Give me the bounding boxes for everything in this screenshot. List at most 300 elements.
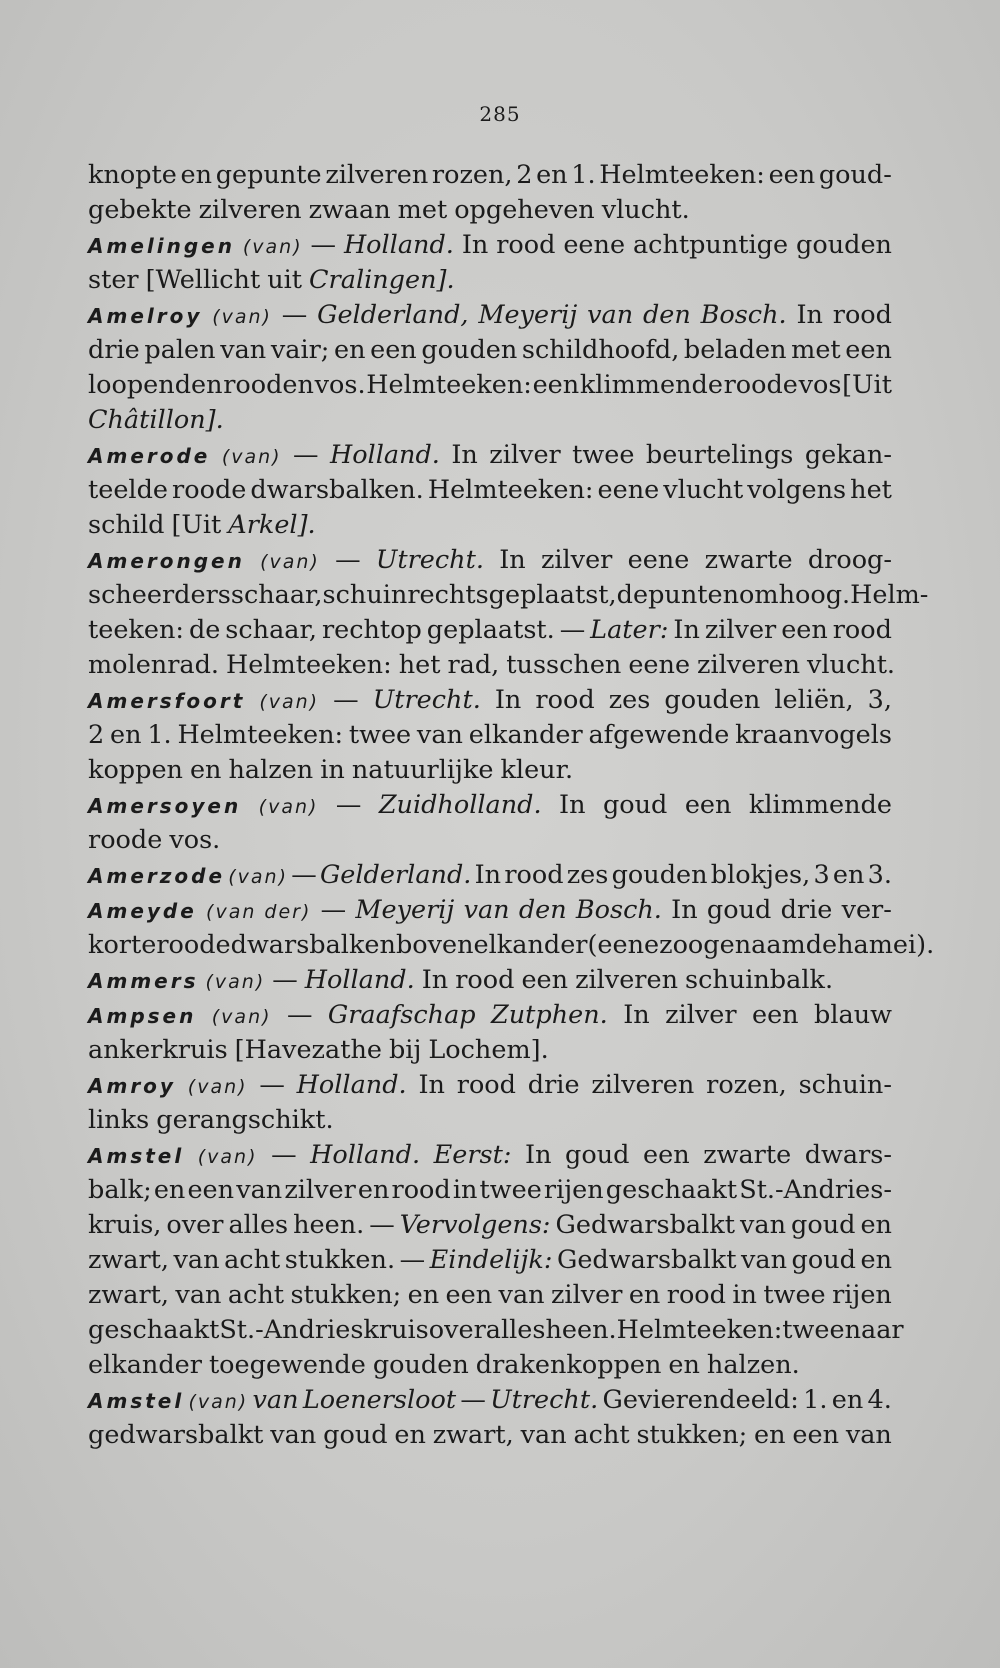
word: geplaatst, [488,580,617,610]
italic-word: den [518,895,567,925]
word: zilver [540,545,613,575]
word: dwarsbalken [230,930,396,960]
word: alles [485,1315,546,1345]
word: drakenkoppen [475,1350,662,1380]
word: dwars- [804,1140,892,1170]
word: rood [504,860,564,890]
word: in [732,1280,757,1310]
word: In [494,685,522,715]
word: — [271,1140,297,1170]
word: Helm- [850,580,929,610]
word: gouden [421,335,518,365]
italic-word: Holland. [329,440,440,470]
word: afgewende [588,720,730,750]
entry-prefix: (van) [258,796,319,818]
entry-name: Amstel [88,1144,185,1168]
word: punten [648,580,740,610]
word: 1. [571,160,596,190]
entry-name: Amstel [88,1389,185,1413]
word: een [781,615,828,645]
italic-word: Holland. [343,230,454,260]
word: een [684,790,732,820]
entry-prefix: (van) [187,1076,248,1098]
word: zilver [489,440,561,470]
word: — [335,545,361,575]
body-text [88,158,935,1453]
word: naar [844,1315,904,1345]
word: — [291,860,317,890]
word: elkander [88,1350,202,1380]
word: Gevierendeeld: [602,1385,799,1415]
word: van [416,720,463,750]
word: stukken; [636,1420,748,1450]
word: schild [88,510,165,540]
word: over [166,1210,224,1240]
word: acht [227,1280,285,1310]
word: natuurlijke [351,755,494,785]
word: rood [832,300,892,330]
word: van [740,1245,788,1275]
entry-prefix: (van) [221,446,282,468]
word: rozen, [706,1070,787,1100]
word: een [521,965,569,995]
word: boven [395,930,474,960]
entry-prefix: (van) [259,691,320,713]
word: halzen. [706,1350,800,1380]
word: goud [791,1210,856,1240]
italic-word: van [463,895,510,925]
word: Helmteeken: [616,1315,783,1345]
word: — [399,1245,426,1275]
word: heen. [293,1210,365,1240]
word: geschaakt [88,1315,220,1345]
word: — [559,615,586,645]
word: zilveren [591,1070,695,1100]
text-line [88,928,935,963]
word: en [153,1175,186,1205]
word: zwart, [88,1280,170,1310]
word: een [845,335,892,365]
entry-name: Amersfoort [88,689,246,713]
word: In [451,440,478,470]
text-line [88,508,892,543]
word: en [860,1210,892,1240]
word: een [370,335,417,365]
word: kleur. [500,755,574,785]
entry-prefix: (van) [260,551,320,573]
entry-name: Ameyde [88,899,197,923]
word: 4. [867,1385,892,1415]
text-line [88,298,892,333]
text-line [88,263,892,298]
word: In [418,1070,445,1100]
word: eene [597,475,660,505]
word: en [357,1175,390,1205]
word: [Uit [171,510,222,540]
word: zilveren [325,160,429,190]
word: en [407,1280,440,1310]
word: gerangschikt. [156,1105,334,1135]
italic-word: Utrecht. [372,685,481,715]
word: zilver [665,1000,737,1030]
word: rad, [447,650,500,680]
word: halzen [228,755,314,785]
italic-word: Holland. [310,1140,421,1170]
text-line [88,1173,892,1208]
word: Helmteeken: [177,720,344,750]
word: gepunte [215,160,322,190]
italic-word: Gelderland, [317,300,469,330]
word: korte [88,930,157,960]
text-line [88,613,892,648]
text-line [88,753,892,788]
word: In [421,965,449,995]
word: zes [566,860,609,890]
word: rozen, [431,160,513,190]
word: zilveren [198,195,302,225]
word: koppen [88,755,183,785]
word: roode [172,475,247,505]
italic-word: van [587,300,634,330]
italic-word: Graafschap [327,1000,476,1030]
italic-word: Châtillon]. [88,405,224,435]
word: — [310,230,337,260]
word: met [791,335,841,365]
word: palen [144,335,216,365]
word: Helmteeken: [599,160,765,190]
entry-name: Ammers [88,969,199,993]
entry-prefix: (van) [197,1146,258,1168]
word: dwarsbalken. [250,475,424,505]
italic-word: van [252,1385,299,1415]
word: droog- [807,545,892,575]
word: molenrad. [88,650,220,680]
word: de [188,615,221,645]
word: drie [527,1070,580,1100]
italic-word: Meyerij [355,895,455,925]
word: rood [456,1070,516,1100]
word: van [520,1420,567,1450]
word: Gedwarsbalkt [556,1245,737,1275]
word: St.-Andries- [739,1175,892,1205]
word: twee [782,1315,845,1345]
italic-word: Bosch. [700,300,787,330]
text-line [88,1138,892,1173]
word: ver- [841,895,892,925]
word: rijen [832,1280,892,1310]
text-line [88,228,892,263]
word: — [259,1070,285,1100]
entry-name: Ampsen [88,1004,197,1028]
text-line [88,333,892,368]
word: geschaakt [605,1175,738,1205]
word: twee [763,1280,826,1310]
italic-word: Later: [590,615,669,645]
word: — [320,895,347,925]
word: eene [627,545,690,575]
text-line [88,543,892,578]
word: teeken: [88,615,184,645]
word: stukken; [290,1280,402,1310]
entry-prefix: (van) [211,1006,272,1028]
word: [Wellicht [145,265,261,295]
word: rood [666,1280,726,1310]
word: schuinbalk. [685,965,834,995]
word: schuin- [798,1070,892,1100]
word: van [173,1245,220,1275]
word: gekan- [804,440,892,470]
word: elkander [468,720,583,750]
italic-word: den [642,300,691,330]
entry-name: Amroy [88,1074,176,1098]
word: 2 [516,160,533,190]
word: twee [572,440,635,470]
word: beurtelings [645,440,794,470]
word: — [272,965,298,995]
word: zoogenaamde [659,930,838,960]
word: In [461,230,489,260]
word: en [832,860,865,890]
text-line [88,368,892,403]
word: rood [832,615,892,645]
word: In [623,1000,650,1030]
word: drie [780,895,833,925]
word: acht [224,1245,281,1275]
word: achtpuntige [632,230,789,260]
word: zilver [704,615,777,645]
entry-name: Amelroy [88,304,203,328]
word: klimmende [748,790,892,820]
word: gouden [796,230,892,260]
word: vos. [169,825,221,855]
word: een [532,370,580,400]
word: rood [535,685,595,715]
word: de [616,580,649,610]
text-line [88,823,892,858]
word: zilveren [575,965,679,995]
word: eene [563,230,626,260]
word: een [768,160,816,190]
word: Helmteeken: [366,370,532,400]
word: 2 [88,720,105,750]
word: elkander [473,930,588,960]
word: (eene [587,930,660,960]
word: schaar, [225,615,317,645]
text-line [88,718,892,753]
text-line [88,1068,892,1103]
word: in [320,755,345,785]
text-line [88,1418,892,1453]
text-line [88,858,892,893]
word: In [525,1140,552,1170]
word: In [796,300,823,330]
word: ankerkruis [88,1035,228,1065]
italic-word: Eerst: [433,1140,512,1170]
entry-prefix: (van) [228,866,288,888]
word: stukken. [284,1245,396,1275]
text-line [88,1383,892,1418]
text-line [88,1313,904,1348]
italic-word: Holland. [304,965,415,995]
text-line [88,963,892,998]
word: heen. [545,1315,617,1345]
entry-name: Amerongen [88,549,245,573]
word: goud [565,1140,630,1170]
word: knopte [88,160,177,190]
word: van [739,1210,787,1240]
word: gouden [664,685,761,715]
word: kraanvogels [735,720,892,750]
word: zilver [551,1280,623,1310]
text-line [88,998,892,1033]
word: eene [628,650,691,680]
word: — [335,790,362,820]
entry-prefix: (van) [212,306,272,328]
word: en [334,335,366,365]
word: en [628,1280,661,1310]
word: uit [267,265,303,295]
word: kruis, [88,1210,162,1240]
italic-word: Zutphen. [491,1000,608,1030]
entry-name: Amerode [88,444,211,468]
word: van [498,1280,545,1310]
word: rechtop [321,615,422,645]
text-line [88,578,929,613]
word: zes [608,685,651,715]
entry-name: Amerzode [88,864,226,888]
word: en [189,755,222,785]
word: roode [88,825,163,855]
word: leliën, [774,685,854,715]
word: over [428,1315,486,1345]
word: ster [88,265,139,295]
word: van [845,1420,892,1450]
word: — [281,300,308,330]
word: en [394,1420,426,1450]
word: twee [348,720,412,750]
word: van [270,1420,317,1450]
word: loopenden [88,370,223,400]
word: schuinrechts [322,580,489,610]
text-line [88,473,892,508]
text-line [88,788,892,823]
italic-word: Arkel]. [228,510,316,540]
word: — [460,1385,486,1415]
word: In [673,615,700,645]
word: bij [388,1035,422,1065]
text-line [88,1243,892,1278]
italic-word: Vervolgens: [399,1210,551,1240]
entry-name: Amersoyen [88,794,242,818]
entry-prefix: (van) [242,236,303,258]
word: zwaan [308,195,391,225]
text-line [88,1033,892,1068]
word: omhoog. [739,580,851,610]
word: goud [791,1245,856,1275]
word: 1. [803,1385,828,1415]
word: zwarte [703,1140,792,1170]
text-line [88,648,896,683]
word: zwart, [88,1245,170,1275]
word: rood [455,965,515,995]
entry-prefix: (van der) [206,901,312,923]
word: gebekte [88,195,192,225]
italic-word: Bosch. [575,895,662,925]
text-line [88,438,892,473]
text-line [88,893,892,928]
italic-word: Eindelijk: [429,1245,553,1275]
word: acht [573,1420,630,1450]
word: [Havezathe [234,1035,382,1065]
word: een [187,1175,235,1205]
word: In [559,790,586,820]
word: drie [88,335,140,365]
word: volgens [747,475,847,505]
word: rijen [543,1175,604,1205]
word: Helmteeken: [427,475,594,505]
word: 3, [867,685,892,715]
word: tusschen [506,650,622,680]
word: opgeheven [454,195,595,225]
word: St.-Andrieskruis [219,1315,429,1345]
word: balk; [88,1175,152,1205]
word: rood [496,230,556,260]
italic-word: Utrecht. [375,545,484,575]
italic-word: Gelderland. [319,860,472,890]
word: een [445,1280,493,1310]
word: en [668,1350,700,1380]
word: vlucht. [807,650,896,680]
word: blokjes, [710,860,811,890]
word: en [536,160,568,190]
word: — [369,1210,395,1240]
word: In [474,860,502,890]
word: vos [798,370,842,400]
word: rood [391,1175,451,1205]
italic-word: Zuidholland. [378,790,542,820]
text-line [88,683,892,718]
word: Gedwarsbalkt [555,1210,735,1240]
word: blauw [814,1000,892,1030]
word: 1. [147,720,172,750]
word: 3 [813,860,830,890]
word: met [397,195,448,225]
word: zilver [284,1175,356,1205]
word: en [110,720,142,750]
word: vlucht [663,475,744,505]
word: van [220,335,267,365]
word: van [236,1175,283,1205]
word: toegewende [208,1350,366,1380]
word: een [752,1000,799,1030]
entry-name: Amelingen [88,234,235,258]
word: het [398,650,441,680]
word: goud- [818,160,892,190]
entry-prefix: (van) [188,1391,249,1413]
word: zwarte [704,545,793,575]
word: teelde [88,475,168,505]
entry-prefix: (van) [205,971,266,993]
word: klimmende [579,370,723,400]
text-line [88,1103,892,1138]
italic-word: Meyerij [478,300,578,330]
word: scheerdersschaar, [88,580,323,610]
italic-word: Loenersloot [302,1385,457,1415]
text-line [88,1348,892,1383]
word: roode [723,370,798,400]
page-number: 285 [479,102,521,126]
word: alles [228,1210,289,1240]
